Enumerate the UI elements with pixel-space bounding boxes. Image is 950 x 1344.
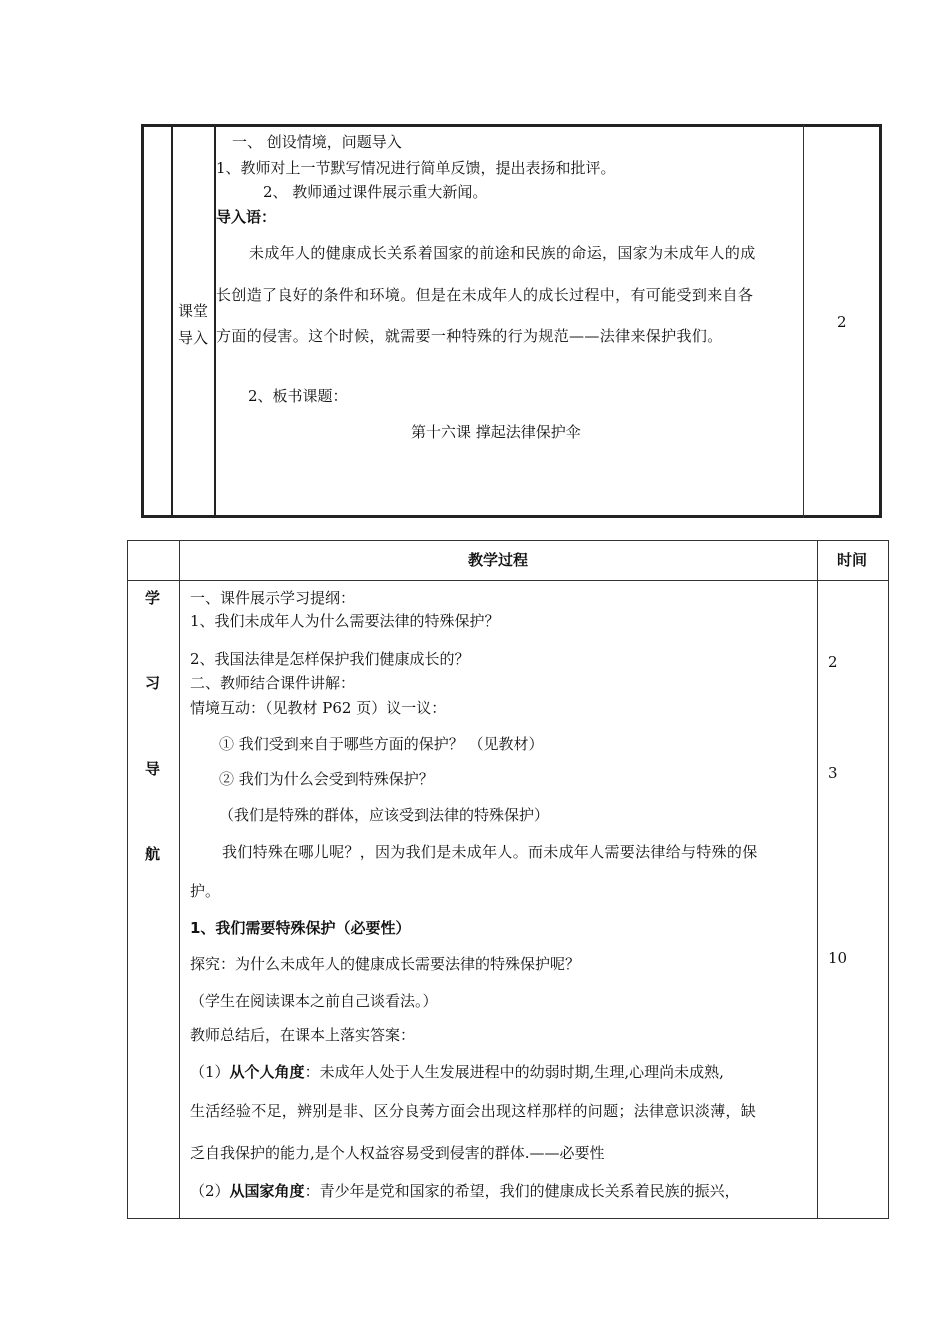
process-line: 我们特殊在哪儿呢？，因为我们是未成年人。而未成年人需要法律给与特殊的保 [222,843,758,861]
section-label-line1: 课堂 [178,302,209,320]
process-line: 生活经验不足，辨别是非、区分良莠方面会出现这样那样的问题；法律意识淡薄，缺 [190,1102,757,1120]
intro-label: 导入语： [216,208,277,226]
table1-left-border [141,124,144,518]
table2-top-border [127,540,889,541]
process-line-personal: （1）从个人角度：未成年人处于人生发展进程中的幼弱时期,生理,心理尚未成熟, [190,1063,724,1081]
process-line: （学生在阅读课本之前自己谈看法。） [190,992,438,1010]
side-char: 导 [145,760,161,778]
process-line: 二、教师结合课件讲解： [190,674,356,692]
side-char: 航 [145,845,161,863]
table1-col-line [214,124,216,518]
table2-bottom-border [127,1218,889,1219]
table1-top-border [141,124,882,127]
section-label-line2: 导入 [178,329,209,347]
lead-in-item2: 2、 教师通过课件展示重大新闻。 [263,183,488,201]
intro-para-line2: 长创造了良好的条件和环境。但是在未成年人的成长过程中，有可能受到来自各 [216,286,754,304]
process-line: （我们是特殊的群体，应该受到法律的特殊保护） [219,806,550,824]
header-time: 时间 [837,551,868,569]
intro-para-line3: 方面的侵害。这个时候，就需要一种特殊的行为规范——法律来保护我们。 [216,327,723,345]
board-title-label: 2、板书课题： [248,387,348,405]
side-char: 学 [145,589,161,607]
table1-right-border [879,124,882,518]
lesson-title: 第十六课 撑起法律保护伞 [411,423,581,441]
table2-right-border [888,540,889,1219]
process-line: 1、我们未成年人为什么需要法律的特殊保护？ [190,612,500,630]
side-char: 习 [145,674,161,692]
process-line: ② 我们为什么会受到特殊保护？ [219,770,434,788]
table1-time: 2 [837,313,847,331]
time-value: 10 [828,949,848,967]
table1-col-line [803,124,804,518]
table2-left-border [127,540,128,1219]
intro-para-line1: 未成年人的健康成长关系着国家的前途和民族的命运，国家为未成年人的成 [249,244,756,262]
section-label [178,300,208,348]
time-value: 3 [828,764,838,782]
process-subheading: 1、我们需要特殊保护（必要性） [190,919,411,937]
lead-in-heading: 一、 创设情境，问题导入 [232,133,402,151]
process-line: 一、课件展示学习提纲： [190,589,356,607]
process-line: 探究：为什么未成年人的健康成长需要法律的特殊保护呢？ [190,955,581,973]
time-value: 2 [828,653,838,671]
header-process: 教学过程 [468,551,529,569]
lead-in-item1: 1、教师对上一节默写情况进行简单反馈，提出表扬和批评。 [216,159,616,177]
table2-header-divider [127,580,889,581]
process-line: ① 我们受到来自于哪些方面的保护？ （见教材） [219,735,544,753]
table2-col-line [817,540,818,1219]
table1-col-line [171,124,173,518]
process-line: 乏自我保护的能力,是个人权益容易受到侵害的群体.——必要性 [190,1144,605,1162]
process-line: 护。 [190,882,221,900]
table1-bottom-border [141,515,882,518]
table2-col-line [179,540,180,1219]
process-line: 情境互动：（见教材 P62 页）议一议： [190,699,447,717]
process-line-national: （2）从国家角度：青少年是党和国家的希望，我们的健康成长关系着民族的振兴， [190,1182,740,1200]
process-line: 教师总结后，在课本上落实答案： [190,1026,416,1044]
process-line: 2、我国法律是怎样保护我们健康成长的？ [190,650,470,668]
